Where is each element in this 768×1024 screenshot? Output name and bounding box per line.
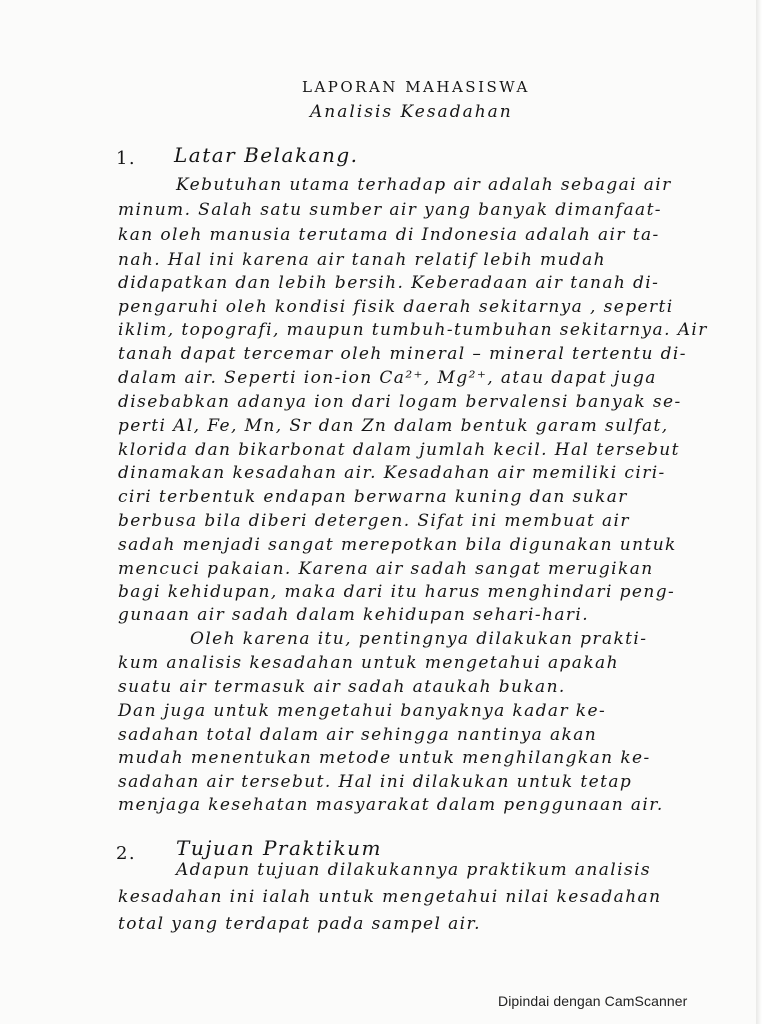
section-1-line: berbusa bila diberi detergen. Sifat ini membuat air bbox=[118, 511, 630, 531]
document-subtitle: Analisis Kesadahan bbox=[310, 102, 513, 122]
scanner-watermark: Dipindai dengan CamScanner bbox=[498, 993, 688, 1009]
paper-edge bbox=[756, 0, 762, 1024]
section-1-line: Kebutuhan utama terhadap air adalah sebagai air bbox=[176, 175, 672, 195]
section-1-line: menjaga kesehatan masyarakat dalam penggunaan air. bbox=[118, 795, 664, 815]
section-1-line: iklim, topografi, maupun tumbuh-tumbuhan sekitarnya. Air bbox=[118, 320, 708, 340]
section-1-line: perti Al, Fe, Mn, Sr dan Zn dalam bentuk garam sulfat, bbox=[118, 416, 669, 436]
section-1-line: gunaan air sadah dalam kehidupan sehari-hari. bbox=[118, 605, 590, 625]
section-1-line: mencuci pakaian. Karena air sadah sangat merugikan bbox=[118, 559, 654, 579]
section-1-line: mudah menentukan metode untuk menghilangkan ke- bbox=[118, 748, 651, 768]
section-1-heading: Latar Belakang. bbox=[174, 143, 359, 167]
section-1-line: sadahan total dalam air sehingga nantinya akan bbox=[118, 725, 598, 745]
section-1-line: kan oleh manusia terutama di Indonesia adalah air ta- bbox=[118, 225, 660, 245]
section-1-line: bagi kehidupan, maka dari itu harus menghindari peng- bbox=[118, 582, 676, 602]
document-title: LAPORAN MAHASISWA bbox=[302, 78, 530, 96]
section-1-line: ciri terbentuk endapan berwarna kuning dan sukar bbox=[118, 487, 628, 507]
section-1-line: sadah menjadi sangat merepotkan bila digunakan untuk bbox=[118, 535, 677, 555]
section-1-line: dalam air. Seperti ion-ion Ca²⁺, Mg²⁺, atau dapat juga bbox=[118, 368, 657, 388]
section-1-line: sadahan air tersebut. Hal ini dilakukan untuk tetap bbox=[118, 772, 633, 792]
section-1-line: pengaruhi oleh kondisi fisik daerah sekitarnya , seperti bbox=[118, 297, 674, 317]
section-2-line: total yang terdapat pada sampel air. bbox=[118, 914, 481, 934]
section-1-line: dinamakan kesadahan air. Kesadahan air memiliki ciri- bbox=[118, 463, 666, 483]
section-1-line: Dan juga untuk mengetahui banyaknya kadar ke- bbox=[118, 701, 607, 721]
section-1-line: suatu air termasuk air sadah ataukah bukan. bbox=[118, 677, 566, 697]
section-1-line: disebabkan adanya ion dari logam bervalensi banyak se- bbox=[118, 392, 682, 412]
section-2-line: kesadahan ini ialah untuk mengetahui nilai kesadahan bbox=[118, 887, 662, 907]
section-2-number: 2. bbox=[116, 843, 136, 864]
section-2-heading: Tujuan Praktikum bbox=[176, 836, 382, 860]
section-1-line: tanah dapat tercemar oleh mineral – mineral tertentu di- bbox=[118, 344, 687, 364]
section-1-line: kum analisis kesadahan untuk mengetahui apakah bbox=[118, 653, 619, 673]
section-1-number: 1. bbox=[116, 148, 136, 169]
section-1-line: minum. Salah satu sumber air yang banyak dimanfaat- bbox=[118, 200, 662, 220]
section-1-line: klorida dan bikarbonat dalam jumlah kecil. Hal tersebut bbox=[118, 440, 680, 460]
section-1-line: nah. Hal ini karena air tanah relatif lebih mudah bbox=[118, 250, 607, 270]
section-1-line: Oleh karena itu, pentingnya dilakukan prakti- bbox=[190, 629, 648, 649]
section-1-line: didapatkan dan lebih bersih. Keberadaan air tanah di- bbox=[118, 273, 660, 293]
section-2-line: Adapun tujuan dilakukannya praktikum analisis bbox=[176, 860, 652, 880]
